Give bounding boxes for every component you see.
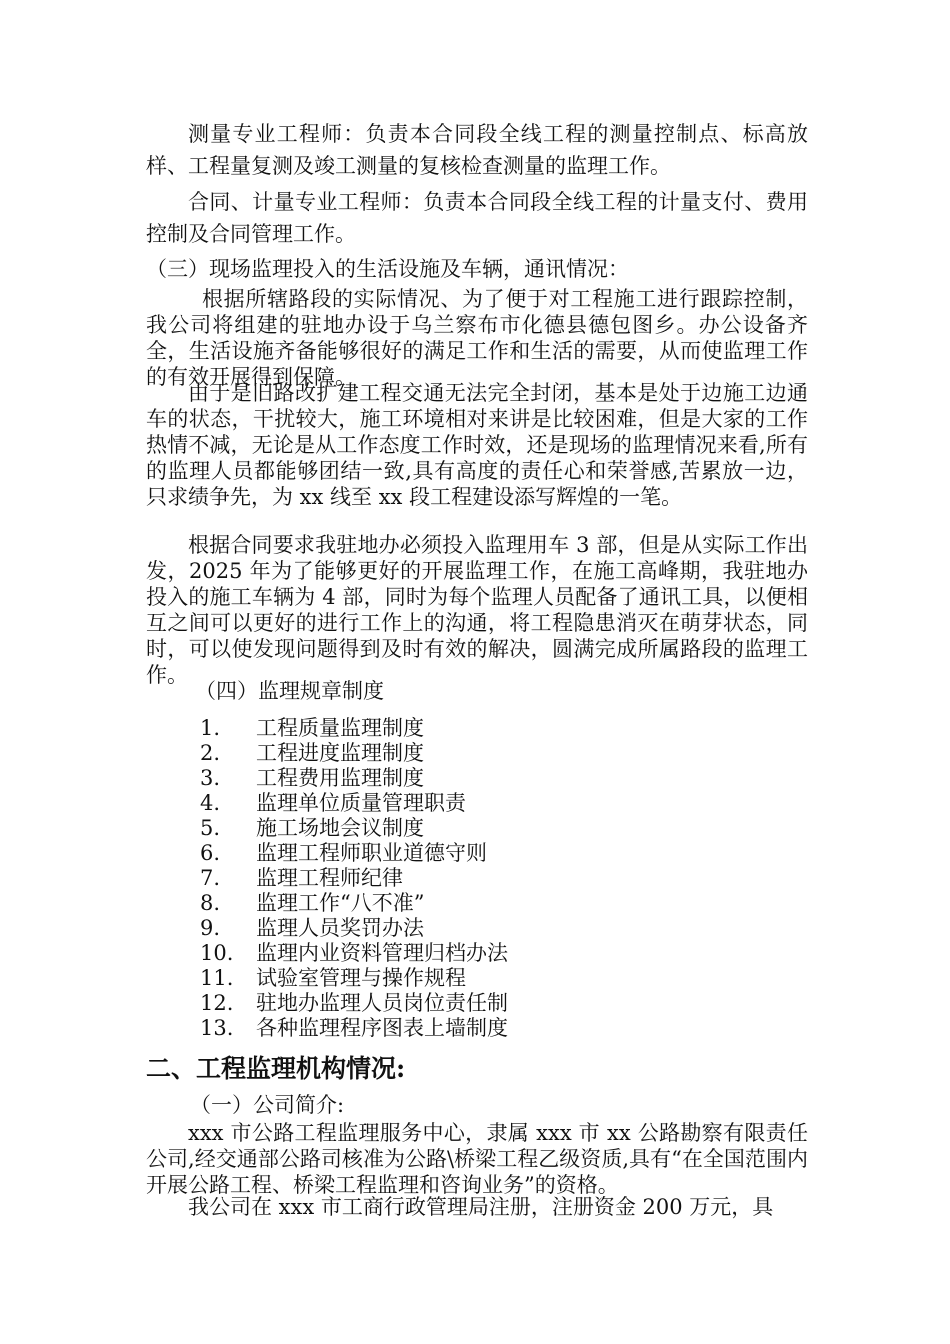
list-number: 7. [200, 866, 221, 890]
company-intro-heading: （一）公司简介: [190, 1093, 345, 1117]
list-number: 10. [200, 941, 234, 965]
list-number: 9. [200, 916, 221, 940]
rules-list [200, 716, 508, 1041]
list-text: 监理工程师纪律 [256, 866, 403, 890]
list-text: 工程质量监理制度 [256, 716, 424, 740]
list-item [200, 916, 508, 941]
list-text: 监理人员奖罚办法 [256, 916, 424, 940]
list-text: 工程进度监理制度 [256, 741, 424, 765]
section-2-title: 二、工程监理机构情况: [146, 1054, 406, 1083]
survey-engineer-paragraph: 测量专业工程师：负责本合同段全线工程的测量控制点、标高放样、工程量复测及竣工测量的复核检查测量的监理工作。 [146, 122, 808, 178]
list-item [200, 866, 508, 891]
list-number: 1. [200, 716, 221, 740]
list-text: 驻地办监理人员岗位责任制 [256, 991, 508, 1015]
contract-engineer-paragraph: 合同、计量专业工程师：负责本合同段全线工程的计量支付、费用控制及合同管理工作。 [146, 190, 808, 246]
list-item [200, 891, 508, 916]
list-text: 工程费用监理制度 [256, 766, 424, 790]
list-item [200, 766, 508, 791]
office-paragraph: 根据所辖路段的实际情况、为了便于对工程施工进行跟踪控制，我公司将组建的驻地办设于乌兰察布市化德县德包图乡。办公设备齐全，生活设施齐备能够很好的满足工作和生活的需要，从而使监理工作的有效开展得到保障。 [146, 287, 808, 389]
traffic-paragraph: 由于是旧路改扩建工程交通无法完全封闭，基本是处于边施工边通车的状态，干扰较大，施工环境相对来讲是比较困难，但是大家的工作热情不减，无论是从工作态度工作时效，还是现场的监理情况来看,所有的监理人员都能够团结一致,具有高度的责任心和荣誉感,苦累放一边，只求绩争先，为 xx 线至 xx 段工程建设添写辉煌的一笔。 [146, 381, 808, 509]
list-text: 监理工作“八不准” [256, 891, 425, 915]
list-number: 8. [200, 891, 221, 915]
list-text: 各种监理程序图表上墙制度 [256, 1016, 508, 1040]
list-text: 监理工程师职业道德守则 [256, 841, 487, 865]
list-text: 施工场地会议制度 [256, 816, 424, 840]
section-3-heading: （三）现场监理投入的生活设施及车辆，通讯情况： [146, 257, 629, 281]
section-4-heading: （四）监理规章制度 [195, 679, 384, 703]
list-number: 2. [200, 741, 221, 765]
list-item [200, 1016, 508, 1041]
list-number: 13. [200, 1016, 234, 1040]
list-item [200, 941, 508, 966]
list-item [200, 966, 508, 991]
list-item [200, 991, 508, 1016]
list-text: 监理内业资料管理归档办法 [256, 941, 508, 965]
company-paragraph: xxx 市公路工程监理服务中心，隶属 xxx 市 xx 公路勘察有限责任公司,经交通部公路司核准为公路\桥梁工程乙级资质,具有“在全国范围内开展公路工程、桥梁工程监理和咨询业务”的资格。 [146, 1121, 808, 1197]
list-item [200, 841, 508, 866]
list-text: 监理单位质量管理职责 [256, 791, 466, 815]
list-number: 3. [200, 766, 221, 790]
list-text: 试验室管理与操作规程 [256, 966, 466, 990]
vehicles-paragraph: 根据合同要求我驻地办必须投入监理用车 3 部，但是从实际工作出发，2025 年为了能够更好的开展监理工作，在施工高峰期，我驻地办投入的施工车辆为 4 部，同时为每个监理人员配备了通讯工具，以便相互之间可以更好的进行工作上的沟通，将工程隐患消灭在萌芽状态，同时，可以使发现问题得到及时有效的解决，圆满完成所属路段的监理工作。 [146, 533, 808, 687]
list-item [200, 741, 508, 766]
list-item [200, 816, 508, 841]
list-number: 6. [200, 841, 221, 865]
list-number: 12. [200, 991, 234, 1015]
list-item [200, 716, 508, 741]
list-number: 4. [200, 791, 221, 815]
list-number: 11. [200, 966, 234, 990]
registration-paragraph: 我公司在 xxx 市工商行政管理局注册，注册资金 200 万元，具 [188, 1195, 774, 1219]
list-item [200, 791, 508, 816]
list-number: 5. [200, 816, 221, 840]
